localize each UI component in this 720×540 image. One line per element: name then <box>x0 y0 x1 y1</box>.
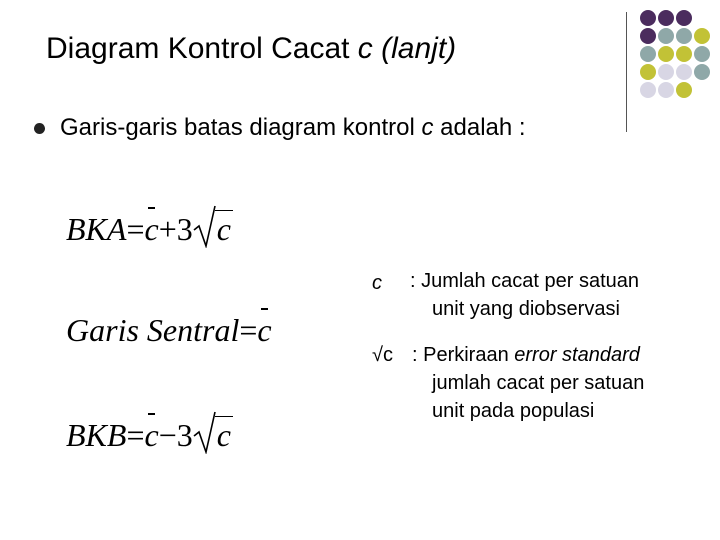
decorative-dot <box>676 10 692 26</box>
formula-sentral: Garis Sentral=c <box>66 312 272 348</box>
decorative-dot <box>640 82 656 98</box>
legend-c-symbol: c <box>372 272 382 294</box>
decorative-dot <box>676 46 692 62</box>
title-italic: c (lanjt) <box>357 32 457 65</box>
formula-bka-lhs: BKA <box>66 211 127 247</box>
decorative-dot <box>640 46 656 62</box>
decorative-dot <box>694 46 710 62</box>
legend-c-desc-1: : Jumlah cacat per satuan <box>410 270 640 292</box>
decorative-dot <box>658 82 674 98</box>
decorative-dot <box>640 64 656 80</box>
formula-sentral-lhs: Garis Sentral <box>66 312 240 348</box>
decorative-dot <box>694 28 710 44</box>
decorative-dot <box>640 28 656 44</box>
sqrt-icon: c <box>193 416 233 454</box>
formula-bka: BKA=c+3 c <box>66 210 233 248</box>
legend-sqrt-symbol: √c <box>372 344 393 366</box>
decorative-dot <box>676 28 692 44</box>
bullet-dot-icon <box>34 123 45 134</box>
divider-line <box>626 12 627 132</box>
legend-sqrt-desc-1: : Perkiraan error standard <box>412 344 640 366</box>
legend-c-desc-2: unit yang diobservasi <box>432 298 620 320</box>
legend-sqrt-desc-3: unit pada populasi <box>432 400 595 422</box>
formula-bkb-lhs: BKB <box>66 417 127 453</box>
slide-title <box>46 32 456 66</box>
decorative-dot <box>694 64 710 80</box>
decorative-dot <box>640 10 656 26</box>
legend-c <box>372 270 382 296</box>
decorative-dot <box>676 64 692 80</box>
formula-bkb: BKB=c−3 c <box>66 416 233 454</box>
decorative-dot <box>676 82 692 98</box>
decorative-dot <box>658 46 674 62</box>
decorative-dot <box>658 10 674 26</box>
title-main: Diagram Kontrol Cacat <box>46 32 358 65</box>
decorative-dot <box>658 28 674 44</box>
legend-sqrt-desc-2: jumlah cacat per satuan <box>432 372 645 394</box>
decorative-dot <box>658 64 674 80</box>
sqrt-icon: c <box>193 210 233 248</box>
bullet-text: Garis-garis batas diagram kontrol c adalah : <box>60 114 526 141</box>
